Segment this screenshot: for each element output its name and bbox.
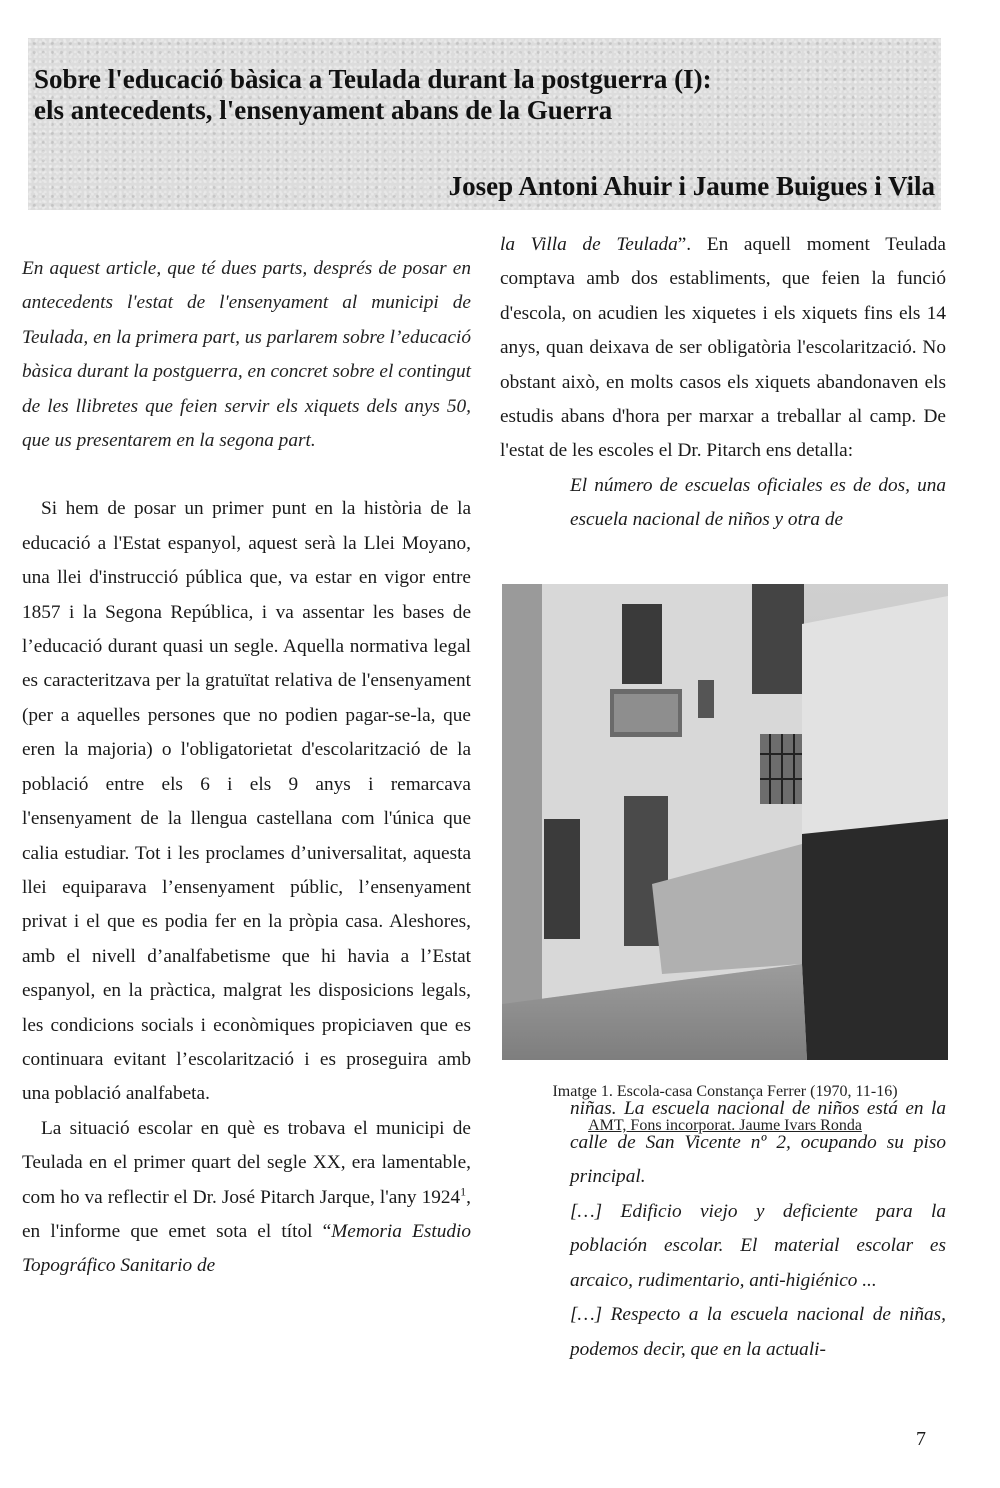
quote-part-2: niñas. La escuela nacional de niños está en la calle de San Vicente nº 2, ocupando su piso principal. (570, 1097, 946, 1188)
article-header (28, 38, 941, 210)
article-authors: Josep Antoni Ahuir i Jaume Buigues i Vila (448, 171, 935, 201)
school-photo-illustration (502, 584, 948, 1060)
abstract: En aquest article, que té dues parts, després de posar en antecedents l'estat de l'ensenyament al municipi de Teulada, en la primera part, us parlarem sobre l’educació bàsica durant la postguerra, en concret sobre el contingut de les llibretes que feien servir els xiquets dels anys 50, que us presentarem en la segona part. (22, 258, 471, 452)
article-title (34, 64, 712, 126)
paragraph-text: ”. En aquell moment Teulada comptava amb dos establiments, que feien la funció d'escola, on acudien les xiquetes i els xiquets fins els 14 anys, quan deixava de ser obligatòria l'escolarització. No obstant això, en molts casos els xiquets abandonaven els estudis abans d'hora per marxar a treballar al camp. De l'estat de les escoles el Dr. Pitarch ens detalla: (500, 234, 946, 462)
figure-caption: Imatge 1. Escola-casa Constança Ferrer (1970, 11-16) (552, 1083, 898, 1100)
left-column (22, 252, 471, 1284)
title-line-1: Sobre l'educació bàsica a Teulada durant la postguerra (I): (34, 64, 712, 94)
figure-credit-link[interactable]: AMT, Fons incorporat. Jaume Ivars Ronda (588, 1117, 862, 1134)
document-title-cont: la Villa de Teulada (500, 234, 678, 255)
document-title: Memoria Estudio Topográfico Sanitario de (22, 1220, 471, 1277)
title-line-2: els antecedents, l'ensenyament abans de la Guerra (34, 95, 613, 125)
page-number: 7 (916, 1428, 926, 1450)
paragraph-llei-moyano: Si hem de posar un primer punt en la història de la educació a l'Estat espanyol, aquest serà la Llei Moyano, una llei d'instrucció pública que, va estar en vigor entre 1857 i la Segona República, i va assentar les bases de l’educació durant quasi un segle. Aquella normativa legal es caracteritzava per la gratuïtat relativa de l'ensenyament (per a aquelles persones que no podien pagar-se-la, que eren la majoria) o l'obligatorietat d'escolarització de la població entre els 6 i els 9 anys i remarcava l'ensenyament de la llengua castellana com l'única que calia estudiar. Tot i les proclames d’universalitat, aquesta llei equiparava l’ensenyament públic, l’ensenyament privat i el que es podia fer en la pròpia casa. Aleshores, amb el nivell d’analfabetisme que hi havia a l’Estat espanyol, en la pràctica, malgrat les disposicions legals, les condicions socials i econòmiques propiciaven que es continuara evitant l’escolarització i es proseguira amb una població analfabeta. (22, 498, 471, 1105)
school-photo (502, 584, 948, 1060)
paragraph-text: La situació escolar en què es trobava el municipi de Teulada en el primer quart del segle XX, era lamentable, com ho va reflectir el Dr. José Pitarch Jarque, l'any 1924 (22, 1117, 471, 1208)
paragraph-text-cont: , en l'informe que emet sota el títol “ (22, 1186, 471, 1242)
paragraph-situacio-escolar (22, 1112, 471, 1284)
paragraph-continuation (500, 228, 946, 469)
quote-part-3: […] Edificio viejo y deficiente para la población escolar. El material escolar es arcaico, rudimentario, anti-higiénico ... (570, 1200, 946, 1291)
quote-part-4: […] Respecto a la escuela nacional de niñas, podemos decir, que en la actuali- (570, 1304, 946, 1360)
footnote-ref[interactable]: 1 (460, 1184, 467, 1199)
quote-part-1: El número de escuelas oficiales es de dos, una escuela nacional de niños y otra de (570, 474, 946, 531)
